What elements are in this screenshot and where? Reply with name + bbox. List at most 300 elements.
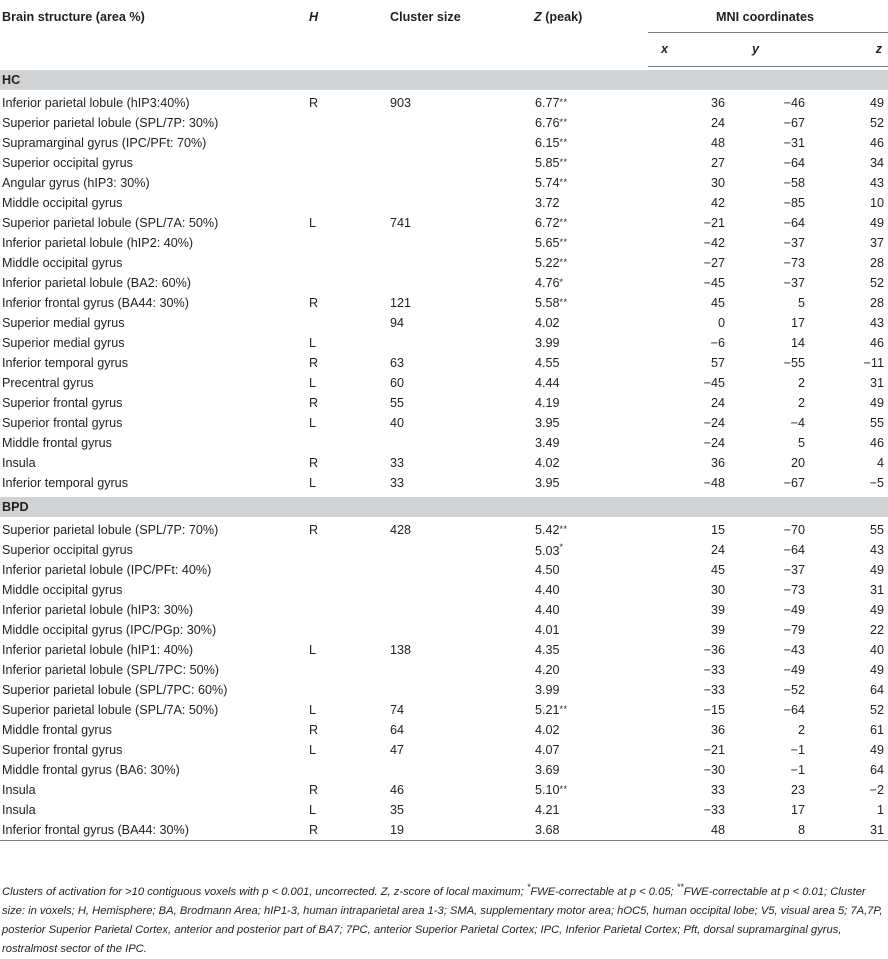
- table-body: [0, 66, 888, 840]
- cell-cluster-size: [376, 333, 506, 353]
- significance-stars: **: [559, 297, 568, 307]
- table-row: [0, 113, 888, 133]
- cell-x: 30: [710, 583, 725, 597]
- cell-cluster-size: 903: [390, 96, 412, 110]
- table-row: [0, 93, 888, 113]
- z-value: 5.22: [535, 256, 560, 270]
- cell-z: 43: [869, 316, 884, 330]
- significance-stars: **: [559, 784, 568, 794]
- cell-structure: Superior occipital gyrus: [2, 543, 133, 557]
- z-value: 4.19: [535, 396, 560, 410]
- cell-hemisphere: [302, 660, 376, 680]
- cell-structure: Superior occipital gyrus: [2, 156, 133, 170]
- cell-z: 37: [869, 236, 884, 250]
- cell-y: −49: [783, 603, 805, 617]
- table-row: [0, 433, 888, 453]
- table-row: [0, 660, 888, 680]
- cell-hemisphere: [302, 193, 376, 213]
- cell-cluster-size: [376, 433, 506, 453]
- cell-z: 34: [869, 156, 884, 170]
- cell-structure: Superior parietal lobule (SPL/7A: 50%): [2, 703, 219, 717]
- cell-y: −49: [783, 663, 805, 677]
- table-row: [0, 253, 888, 273]
- cell-z: 49: [869, 396, 884, 410]
- cell-z: 64: [869, 683, 884, 697]
- cell-z: 55: [869, 416, 884, 430]
- cell-structure: Superior parietal lobule (SPL/7P: 30%): [2, 116, 219, 130]
- cell-structure: Inferior parietal lobule (IPC/PFt: 40%): [2, 563, 212, 577]
- cell-cluster-size: 63: [390, 356, 405, 370]
- cell-z-peak: [506, 620, 648, 640]
- cell-y: 17: [790, 316, 805, 330]
- table-row: [0, 620, 888, 640]
- cell-structure: Superior frontal gyrus: [2, 743, 123, 757]
- table-row: [0, 600, 888, 620]
- cell-y: 17: [790, 803, 805, 817]
- cell-y: −52: [783, 683, 805, 697]
- cell-cluster-size: [376, 560, 506, 580]
- cell-structure: Superior parietal lobule (SPL/7A: 50%): [2, 216, 219, 230]
- table-row: [0, 213, 888, 233]
- cell-cluster-size: 94: [390, 316, 405, 330]
- cell-structure: Middle occipital gyrus: [2, 256, 123, 270]
- z-value: 4.44: [535, 376, 560, 390]
- table-row: [0, 800, 888, 820]
- cell-hemisphere: [302, 600, 376, 620]
- cell-z-peak: [506, 700, 648, 720]
- z-value: 6.76: [535, 116, 560, 130]
- col-x: x: [648, 32, 728, 66]
- cell-structure: Superior frontal gyrus: [2, 396, 123, 410]
- cell-z: 49: [869, 603, 884, 617]
- cell-y: 5: [797, 436, 805, 450]
- cell-hemisphere: [302, 433, 376, 453]
- cell-y: 20: [790, 456, 805, 470]
- table-row: [0, 640, 888, 660]
- group-label: HC: [0, 70, 888, 90]
- z-value: 5.74: [535, 176, 560, 190]
- table-row: [0, 293, 888, 313]
- cell-hemisphere: [302, 273, 376, 293]
- cell-y: −1: [790, 743, 805, 757]
- cell-y: −1: [790, 763, 805, 777]
- cell-hemisphere: [302, 620, 376, 640]
- cell-z: 31: [869, 583, 884, 597]
- z-value: 4.02: [535, 723, 560, 737]
- cell-cluster-size: 138: [390, 643, 412, 657]
- cell-z: 31: [808, 820, 888, 840]
- z-value: 6.72: [535, 216, 560, 230]
- cell-z-peak: [506, 820, 648, 840]
- z-value: 3.69: [535, 763, 560, 777]
- significance-stars: **: [559, 177, 568, 187]
- cell-z: 61: [869, 723, 884, 737]
- cell-structure: Inferior parietal lobule (hIP2: 40%): [2, 236, 194, 250]
- cell-structure: Inferior parietal lobule (BA2: 60%): [2, 276, 192, 290]
- significance-stars: **: [559, 97, 568, 107]
- z-value: 4.02: [535, 456, 560, 470]
- cell-hemisphere: [302, 133, 376, 153]
- cell-x: 0: [717, 316, 725, 330]
- cell-structure: Superior parietal lobule (SPL/7PC: 60%): [2, 683, 228, 697]
- significance-stars: **: [559, 157, 568, 167]
- cell-z: −2: [869, 783, 884, 797]
- table-row: [0, 580, 888, 600]
- z-value: 5.10: [535, 783, 560, 797]
- cell-hemisphere: L: [309, 416, 317, 430]
- z-value: 4.02: [535, 316, 560, 330]
- col-cluster-size: Cluster size: [390, 10, 461, 24]
- significance-stars: **: [559, 117, 568, 127]
- table-row: [0, 233, 888, 253]
- cell-z-peak: [506, 760, 648, 780]
- cell-y: −37: [783, 276, 805, 290]
- table-row: [0, 153, 888, 173]
- cell-hemisphere: R: [309, 456, 319, 470]
- footnote-part3: FWE-correctable at p < 0.01; Cluster size: in voxels; H, Hemisphere; BA, Brodmann Area; hIP1-3, human intraparietal area 1-3; SMA, supplementary motor area; hOC5, human occipital lobe; V5, visual area 5; 7A,7P, posterior Superior Parietal Cortex, anterior and posterior part of BA7; 7PC, anterior Superior Parietal Cortex; IPC, Inferior Parietal Cortex; Pft, dorsal supramarginal gyrus, rostralmost sector of the IPC.: [2, 886, 883, 955]
- cell-hemisphere: [302, 253, 376, 273]
- cell-x: −33: [703, 803, 725, 817]
- cell-x: −45: [703, 376, 725, 390]
- table-row: [0, 173, 888, 193]
- cell-hemisphere: [302, 313, 376, 333]
- cell-z-peak: [506, 113, 648, 133]
- cell-z-peak: [506, 213, 648, 233]
- cell-z-peak: [506, 193, 648, 213]
- z-value: 5.85: [535, 156, 560, 170]
- cell-x: 36: [710, 96, 725, 110]
- cell-cluster-size: [376, 253, 506, 273]
- cell-hemisphere: R: [309, 356, 319, 370]
- z-value: 4.21: [535, 803, 560, 817]
- table-row: [0, 273, 888, 293]
- z-value: 4.55: [535, 356, 560, 370]
- table-row: [0, 473, 888, 493]
- cell-hemisphere: R: [309, 523, 319, 537]
- significance-stars: **: [559, 257, 568, 267]
- footnote-star1: *: [526, 882, 531, 892]
- col-z: z: [808, 32, 888, 66]
- cell-x: −45: [703, 276, 725, 290]
- cell-y: 8: [728, 820, 808, 840]
- cell-z: 49: [869, 96, 884, 110]
- table-row: [0, 520, 888, 540]
- cell-structure: Inferior parietal lobule (SPL/7PC: 50%): [2, 663, 220, 677]
- z-value: 4.40: [535, 603, 560, 617]
- cell-hemisphere: L: [309, 476, 317, 490]
- cell-z-peak: [506, 580, 648, 600]
- col-hemisphere: H: [309, 10, 319, 24]
- cell-z-peak: [506, 453, 648, 473]
- group-header-row: [0, 70, 888, 90]
- cell-cluster-size: 55: [390, 396, 405, 410]
- cell-hemisphere: L: [309, 803, 317, 817]
- significance-stars: **: [559, 137, 568, 147]
- cell-cluster-size: [376, 680, 506, 700]
- table-row: [0, 133, 888, 153]
- z-value: 5.21: [535, 703, 560, 717]
- cell-structure: Inferior temporal gyrus: [2, 476, 128, 490]
- table-row: [0, 760, 888, 780]
- cell-x: 15: [710, 523, 725, 537]
- cell-x: 27: [710, 156, 725, 170]
- cell-x: 39: [710, 603, 725, 617]
- cell-y: 23: [790, 783, 805, 797]
- significance-stars: **: [559, 704, 568, 714]
- cell-z: 28: [869, 256, 884, 270]
- table-row: [0, 820, 888, 840]
- z-value: 6.77: [535, 96, 560, 110]
- cell-x: 42: [710, 196, 725, 210]
- table-row: [0, 780, 888, 800]
- z-peak-z: Z: [534, 10, 542, 24]
- cell-structure: Middle frontal gyrus: [2, 436, 112, 450]
- cell-z-peak: [506, 640, 648, 660]
- cell-y: −58: [783, 176, 805, 190]
- table-row: [0, 540, 888, 560]
- cell-z-peak: [506, 253, 648, 273]
- cell-x: −6: [710, 336, 725, 350]
- cell-cluster-size: 60: [390, 376, 405, 390]
- cell-z: 52: [869, 276, 884, 290]
- z-value: 3.72: [535, 196, 560, 210]
- cell-y: 5: [797, 296, 805, 310]
- cell-structure: Superior medial gyrus: [2, 316, 125, 330]
- cell-structure: Inferior parietal lobule (hIP3: 30%): [2, 603, 194, 617]
- cell-y: −70: [783, 523, 805, 537]
- cell-hemisphere: [302, 580, 376, 600]
- cell-z-peak: [506, 600, 648, 620]
- cell-x: 57: [710, 356, 725, 370]
- cell-y: −31: [783, 136, 805, 150]
- cell-structure: Superior parietal lobule (SPL/7P: 70%): [2, 523, 219, 537]
- z-value: 4.76: [535, 276, 560, 290]
- cell-structure: Middle occipital gyrus: [2, 196, 123, 210]
- table-row: [0, 373, 888, 393]
- cell-structure: Insula: [2, 456, 36, 470]
- cell-cluster-size: [376, 133, 506, 153]
- cell-structure: Inferior frontal gyrus (BA44: 30%): [0, 820, 302, 840]
- cell-hemisphere: [302, 680, 376, 700]
- cell-hemisphere: L: [309, 643, 317, 657]
- cell-z: 40: [869, 643, 884, 657]
- cell-z: 46: [869, 436, 884, 450]
- cell-cluster-size: [376, 153, 506, 173]
- cell-cluster-size: [376, 620, 506, 640]
- cell-cluster-size: [376, 233, 506, 253]
- cell-z-peak: [506, 560, 648, 580]
- cell-y: −55: [783, 356, 805, 370]
- table-row: [0, 680, 888, 700]
- z-value: 4.40: [535, 583, 560, 597]
- cell-x: 45: [710, 296, 725, 310]
- cell-structure: Angular gyrus (hIP3: 30%): [2, 176, 150, 190]
- footnote-star2: **: [676, 882, 684, 892]
- cell-z-peak: [506, 293, 648, 313]
- cell-z: 46: [869, 336, 884, 350]
- cell-y: 2: [797, 396, 805, 410]
- cell-y: −64: [783, 156, 805, 170]
- table-row: [0, 740, 888, 760]
- cell-y: −67: [783, 116, 805, 130]
- cell-z-peak: [506, 540, 648, 560]
- col-y: y: [728, 32, 808, 66]
- cell-x: −33: [703, 663, 725, 677]
- cell-hemisphere: L: [309, 703, 317, 717]
- cell-structure: Insula: [2, 803, 36, 817]
- table-row: [0, 413, 888, 433]
- cell-z: 64: [869, 763, 884, 777]
- cell-cluster-size: 19: [376, 820, 506, 840]
- cell-y: −85: [783, 196, 805, 210]
- col-brain-structure: Brain structure (area %): [2, 10, 145, 24]
- cell-y: −37: [783, 236, 805, 250]
- cell-cluster-size: 40: [390, 416, 405, 430]
- cell-cluster-size: [376, 273, 506, 293]
- cell-z-peak: [506, 780, 648, 800]
- table-row: [0, 560, 888, 580]
- cell-x: −36: [703, 643, 725, 657]
- cell-hemisphere: L: [309, 743, 317, 757]
- cell-y: −73: [783, 583, 805, 597]
- cell-y: −4: [790, 416, 805, 430]
- cell-x: 36: [710, 723, 725, 737]
- cell-y: 14: [790, 336, 805, 350]
- z-value: 3.68: [535, 822, 560, 837]
- cell-z: 10: [869, 196, 884, 210]
- cell-x: 45: [710, 563, 725, 577]
- significance-stars: **: [559, 237, 568, 247]
- cell-cluster-size: [376, 193, 506, 213]
- cell-cluster-size: [376, 113, 506, 133]
- cell-z: 46: [869, 136, 884, 150]
- cell-z-peak: [506, 660, 648, 680]
- cell-x: −30: [703, 763, 725, 777]
- z-value: 3.49: [535, 436, 560, 450]
- z-value: 5.65: [535, 236, 560, 250]
- z-value: 3.99: [535, 683, 560, 697]
- cell-cluster-size: [376, 760, 506, 780]
- cell-z-peak: [506, 313, 648, 333]
- cell-z-peak: [506, 173, 648, 193]
- cell-x: 24: [710, 543, 725, 557]
- significance-stars: **: [559, 524, 568, 534]
- cell-y: 2: [797, 723, 805, 737]
- z-value: 5.42: [535, 523, 560, 537]
- cell-z-peak: [506, 413, 648, 433]
- cell-z-peak: [506, 373, 648, 393]
- cell-structure: Inferior parietal lobule (hIP1: 40%): [2, 643, 194, 657]
- cell-structure: Inferior parietal lobule (hIP3:40%): [2, 96, 190, 110]
- table-row: [0, 313, 888, 333]
- significance-sup: *: [559, 542, 564, 552]
- cell-cluster-size: [376, 600, 506, 620]
- cell-z: 43: [869, 176, 884, 190]
- cell-z-peak: [506, 740, 648, 760]
- cell-x: −15: [703, 703, 725, 717]
- cell-structure: Middle occipital gyrus (IPC/PGp: 30%): [2, 623, 217, 637]
- table-row: [0, 333, 888, 353]
- z-value: 4.50: [535, 563, 560, 577]
- table-row: [0, 353, 888, 373]
- cell-z: 49: [869, 216, 884, 230]
- cell-cluster-size: 33: [390, 476, 405, 490]
- cell-structure: Inferior temporal gyrus: [2, 356, 128, 370]
- cell-cluster-size: 35: [390, 803, 405, 817]
- cell-z: 49: [869, 743, 884, 757]
- col-z-peak: [506, 0, 648, 66]
- cell-structure: Middle occipital gyrus: [2, 583, 123, 597]
- cell-hemisphere: [302, 540, 376, 560]
- cell-z-peak: [506, 433, 648, 453]
- cell-z-peak: [506, 153, 648, 173]
- cell-x: −42: [703, 236, 725, 250]
- z-value: 5.03: [535, 544, 560, 558]
- group-label: BPD: [0, 497, 888, 517]
- cell-z: 28: [869, 296, 884, 310]
- cell-structure: Superior medial gyrus: [2, 336, 125, 350]
- cell-x: −24: [703, 436, 725, 450]
- z-value: 4.01: [535, 623, 560, 637]
- cell-y: −64: [783, 216, 805, 230]
- cell-hemisphere: R: [309, 296, 319, 310]
- cell-cluster-size: 121: [390, 296, 412, 310]
- significance-stars: **: [559, 217, 568, 227]
- cell-x: 33: [710, 783, 725, 797]
- cell-hemisphere: [302, 760, 376, 780]
- cell-z-peak: [506, 800, 648, 820]
- cell-x: −33: [703, 683, 725, 697]
- cell-z: 22: [869, 623, 884, 637]
- cell-cluster-size: 64: [390, 723, 405, 737]
- cell-z-peak: [506, 353, 648, 373]
- cell-cluster-size: [376, 660, 506, 680]
- cell-z-peak: [506, 393, 648, 413]
- cell-z-peak: [506, 720, 648, 740]
- cell-hemisphere: L: [309, 336, 317, 350]
- cell-structure: Insula: [2, 783, 36, 797]
- cell-z: −5: [869, 476, 884, 490]
- cell-z-peak: [506, 520, 648, 540]
- z-peak-rest: (peak): [541, 10, 583, 24]
- cell-cluster-size: 428: [390, 523, 412, 537]
- table-row: [0, 393, 888, 413]
- z-value: 4.20: [535, 663, 560, 677]
- group-header-row: [0, 497, 888, 517]
- cell-y: −73: [783, 256, 805, 270]
- cell-z-peak: [506, 473, 648, 493]
- cell-z: 31: [869, 376, 884, 390]
- cell-x: 36: [710, 456, 725, 470]
- cell-structure: Middle frontal gyrus (BA6: 30%): [2, 763, 180, 777]
- cell-cluster-size: [376, 173, 506, 193]
- cell-cluster-size: [376, 540, 506, 560]
- cell-hemisphere: R: [309, 396, 319, 410]
- z-value: 5.58: [535, 296, 560, 310]
- cell-hemisphere: R: [302, 820, 376, 840]
- cell-z: 1: [876, 803, 884, 817]
- cell-z-peak: [506, 333, 648, 353]
- cell-z-peak: [506, 273, 648, 293]
- col-mni-coordinates: MNI coordinates: [648, 0, 888, 32]
- cell-x: −21: [703, 216, 725, 230]
- cell-x: −27: [703, 256, 725, 270]
- cell-hemisphere: [302, 173, 376, 193]
- table-row: [0, 453, 888, 473]
- cell-y: −46: [783, 96, 805, 110]
- cell-x: 24: [710, 396, 725, 410]
- cell-y: −79: [783, 623, 805, 637]
